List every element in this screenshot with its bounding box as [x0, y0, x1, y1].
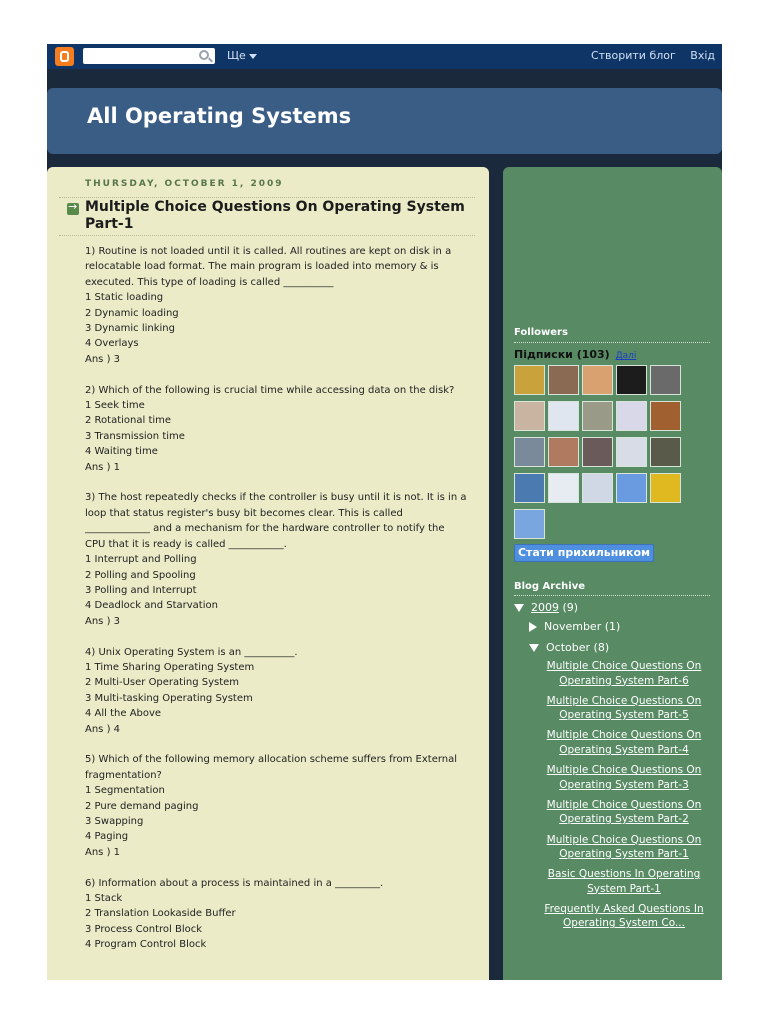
archive-month-count: (8): [593, 641, 610, 654]
question-block: [85, 876, 467, 953]
follower-avatar[interactable]: [582, 401, 613, 431]
archive-month-october[interactable]: [529, 641, 609, 654]
follower-avatar[interactable]: [650, 365, 681, 395]
option-text: 4 All the Above: [85, 708, 162, 720]
triangle-right-icon[interactable]: [529, 622, 537, 632]
sidebar: [503, 167, 722, 980]
navbar-right: [580, 49, 715, 62]
answer-text: Ans ) 3: [85, 615, 121, 627]
option-text: 4 Program Control Block: [85, 939, 207, 951]
option-text: 3 Polling and Interrupt: [85, 584, 197, 596]
main-column: [47, 167, 489, 980]
post-date: THURSDAY, OCTOBER 1, 2009: [85, 179, 284, 189]
archive-post-link[interactable]: Basic Questions In Operating System Part-1: [547, 868, 701, 895]
archive-month-label[interactable]: October: [546, 641, 591, 654]
archive-post-link[interactable]: Multiple Choice Questions On Operating System Part-3: [546, 764, 702, 791]
follower-avatar[interactable]: [616, 473, 647, 503]
option-text: 2 Polling and Spooling: [85, 569, 196, 581]
follower-avatar[interactable]: [582, 473, 613, 503]
blogger-logo-icon[interactable]: [55, 47, 74, 66]
question-block: [85, 490, 467, 629]
more-menu[interactable]: [227, 49, 257, 62]
post-arrow-icon: [67, 203, 79, 215]
option-text: 4 Waiting time: [85, 446, 158, 458]
followers-more-link[interactable]: Далі: [615, 351, 637, 361]
archive-post-link[interactable]: Frequently Asked Questions In Operating System Co...: [544, 902, 704, 930]
chevron-down-icon: [249, 54, 257, 59]
option-text: 2 Dynamic loading: [85, 307, 179, 319]
option-text: 1 Interrupt and Polling: [85, 554, 197, 566]
question-text: 5) Which of the following memory allocation scheme suffers from External fragmentation?: [85, 754, 458, 781]
follower-avatar[interactable]: [616, 401, 647, 431]
option-text: 1 Time Sharing Operating System: [85, 661, 255, 673]
question-block: [85, 383, 467, 475]
follower-avatar[interactable]: [582, 365, 613, 395]
archive-heading: Blog Archive: [514, 581, 586, 592]
question-text: 6) Information about a process is maintained in a _________.: [85, 877, 384, 889]
triangle-down-icon[interactable]: [529, 644, 539, 652]
follower-avatar[interactable]: [514, 365, 545, 395]
question-text: 4) Unix Operating System is an __________.: [85, 646, 298, 658]
archive-post-link[interactable]: Multiple Choice Questions On Operating System Part-5: [546, 694, 702, 722]
post-body: [85, 244, 467, 968]
blog-header: [47, 88, 722, 154]
subscriptions-line: [514, 348, 636, 361]
option-text: 4 Paging: [85, 831, 129, 843]
follow-button[interactable]: Стати прихильником: [514, 544, 654, 562]
archive-post-link[interactable]: Multiple Choice Questions On Operating System Part-1: [546, 833, 702, 860]
follower-avatar[interactable]: [514, 437, 545, 467]
option-text: 4 Overlays: [85, 338, 139, 350]
option-text: 3 Transmission time: [85, 430, 185, 442]
blog-title[interactable]: All Operating Systems: [87, 104, 352, 128]
divider: [59, 197, 475, 198]
option-text: 1 Stack: [85, 892, 123, 904]
question-block: [85, 752, 467, 860]
post-title[interactable]: Multiple Choice Questions On Operating System Part-1: [85, 199, 465, 232]
sign-in-link[interactable]: Вхід: [690, 49, 715, 62]
subscriptions-label: Підписки (103): [514, 348, 610, 361]
option-text: 3 Dynamic linking: [85, 323, 175, 335]
archive-month-november[interactable]: [529, 620, 620, 633]
archive-post-link[interactable]: Multiple Choice Questions On Operating System Part-2: [546, 798, 702, 826]
triangle-down-icon[interactable]: [514, 604, 524, 612]
archive-post-link[interactable]: Multiple Choice Questions On Operating System Part-6: [546, 660, 702, 687]
follower-avatar[interactable]: [548, 401, 579, 431]
create-blog-link[interactable]: Створити блог: [590, 49, 676, 62]
option-text: 3 Process Control Block: [85, 923, 203, 935]
answer-text: Ans ) 1: [85, 846, 121, 858]
option-text: 2 Rotational time: [85, 415, 172, 427]
follower-avatar[interactable]: [548, 365, 579, 395]
follower-avatar[interactable]: [514, 401, 545, 431]
archive-month-label[interactable]: November: [544, 620, 602, 633]
divider: [514, 342, 710, 343]
follower-avatar[interactable]: [616, 437, 647, 467]
answer-text: Ans ) 1: [85, 461, 121, 473]
question-block: [85, 244, 467, 367]
option-text: 2 Pure demand paging: [85, 800, 199, 812]
follower-avatar[interactable]: [616, 365, 647, 395]
archive-month-count: (1): [604, 620, 621, 633]
question-text: 1) Routine is not loaded until it is called. All routines are kept on disk in a relocatable load format. The main program is loaded into memory & is executed. This type of loading is called __________: [85, 246, 452, 288]
more-label[interactable]: Ще: [227, 49, 246, 62]
follower-avatar[interactable]: [548, 437, 579, 467]
archive-year-2009[interactable]: [514, 601, 578, 614]
option-text: 1 Static loading: [85, 292, 164, 304]
archive-post-link[interactable]: Multiple Choice Questions On Operating System Part-4: [546, 729, 702, 756]
question-text: 3) The host repeatedly checks if the controller is busy until it is not. It is in a loop that status register's busy bit becomes clear. This is called _____________ and a mechanism for the hardware controller to notify the CPU that it is ready is called ___________.: [85, 492, 467, 550]
option-text: 1 Seek time: [85, 400, 145, 412]
followers-heading: Followers: [514, 327, 568, 338]
option-text: 3 Multi-tasking Operating System: [85, 692, 253, 704]
question-text: 2) Which of the following is crucial time while accessing data on the disk?: [85, 384, 455, 396]
follower-avatar[interactable]: [582, 437, 613, 467]
answer-text: Ans ) 3: [85, 353, 121, 365]
option-text: 2 Multi-User Operating System: [85, 677, 240, 689]
follower-avatar[interactable]: [514, 473, 545, 503]
follower-avatar[interactable]: [650, 437, 681, 467]
search-icon[interactable]: [199, 50, 209, 60]
follower-avatar[interactable]: [548, 473, 579, 503]
follower-avatar[interactable]: [650, 473, 681, 503]
question-block: [85, 645, 467, 737]
follower-avatar[interactable]: [514, 509, 545, 539]
option-text: 3 Swapping: [85, 815, 144, 827]
divider: [59, 235, 475, 236]
divider: [514, 595, 710, 596]
archive-year-label[interactable]: 2009: [531, 601, 559, 614]
search-input[interactable]: [83, 48, 215, 64]
option-text: 4 Deadlock and Starvation: [85, 600, 218, 612]
option-text: 1 Segmentation: [85, 785, 165, 797]
blog-page: [47, 44, 722, 980]
answer-text: Ans ) 4: [85, 723, 121, 735]
option-text: 2 Translation Lookaside Buffer: [85, 908, 236, 920]
follower-avatar[interactable]: [650, 401, 681, 431]
archive-year-count: (9): [562, 601, 579, 614]
navbar: [47, 44, 722, 69]
